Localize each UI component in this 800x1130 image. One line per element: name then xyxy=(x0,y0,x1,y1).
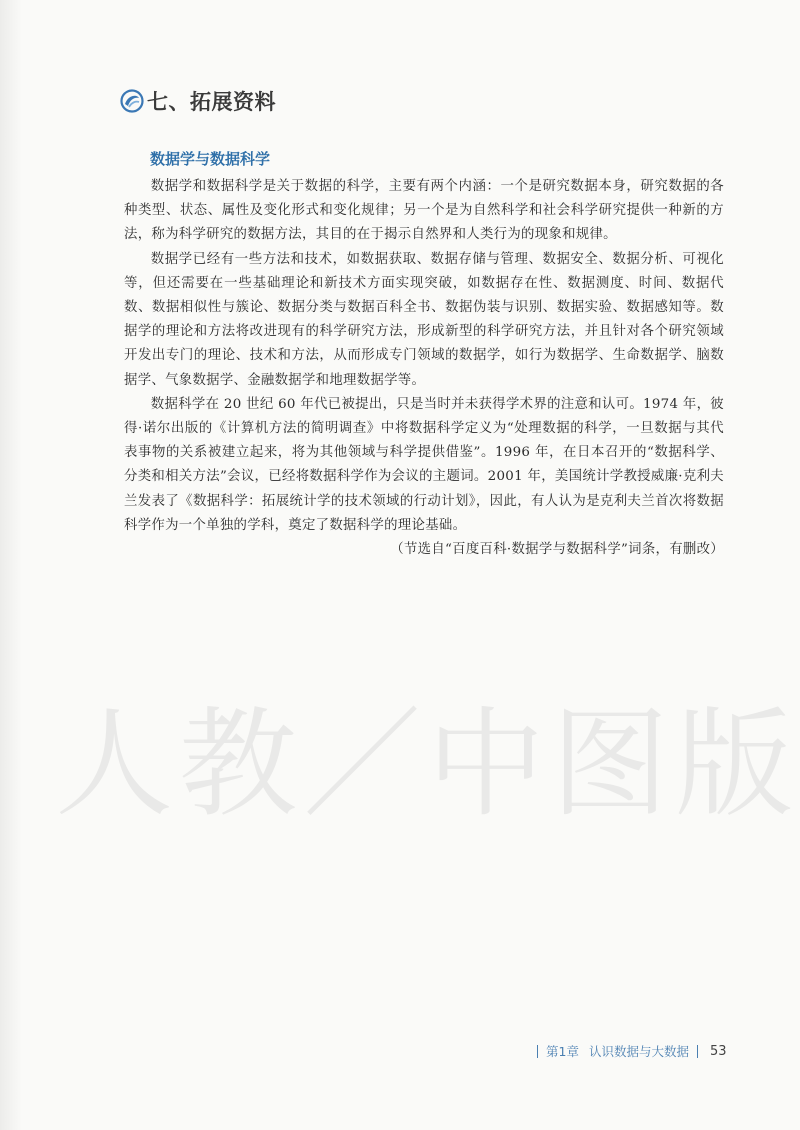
page-number: 53 xyxy=(709,1043,727,1059)
footer-divider-left xyxy=(537,1045,538,1058)
page-binding-shadow xyxy=(0,0,22,1130)
footer-chapter-title: 认识数据与大数据 xyxy=(588,1044,689,1059)
article-body xyxy=(124,175,724,562)
footer-divider-right xyxy=(697,1045,698,1058)
source-note: （节选自“百度百科·数据学与数据科学”词条，有删改） xyxy=(390,542,724,558)
section-title: 七、拓展资料 xyxy=(147,90,276,114)
swirl-section-icon xyxy=(120,89,144,113)
section-header xyxy=(120,86,276,116)
article-title: 数据学与数据科学 xyxy=(150,150,271,168)
paragraph-3: 数据科学在 20 世纪 60 年代已被提出，只是当时并未获得学术界的注意和认可。1974 年，彼得·诺尔出版的《计算机方法的简明调查》中将数据科学定义为“处理数据的科学，一旦数据与其代表事物的关系被建立起来，将为其他领域与科学提供借鉴”。1996 年，在日本召开的“数据科学、分类和相关方法”会议，已经将数据科学作为会议的主题词。2001 年，美国统计学教授威廉·克利夫兰发表了《数据科学：拓展统计学的技术领域的行动计划》，因此，有人认为是克利夫兰首次将数据科学作为一个单独的学科，奠定了数据科学的理论基础。 xyxy=(124,396,724,533)
publisher-watermark: 人教／中图版 xyxy=(55,695,800,833)
page-footer xyxy=(537,1042,727,1060)
paragraph-1: 数据学和数据科学是关于数据的科学，主要有两个内涵：一个是研究数据本身，研究数据的各种类型、状态、属性及变化形式和变化规律；另一个是为自然科学和社会科学研究提供一种新的方法，称为科学研究的数据方法，其目的在于揭示自然界和人类行为的现象和规律。 xyxy=(124,179,724,243)
paragraph-2: 数据学已经有一些方法和技术，如数据获取、数据存储与管理、数据安全、数据分析、可视化等，但还需要在一些基础理论和新技术方面实现突破，如数据存在性、数据测度、时间、数据代数、数据相似性与簇论、数据分类与数据百科全书、数据伪装与识别、数据实验、数据感知等。数据学的理论和方法将改进现有的科学研究方法，形成新型的科学研究方法，并且针对各个研究领域开发出专门的理论、技术和方法，从而形成专门领域的数据学，如行为数据学、生命数据学、脑数据学、气象数据学、金融数据学和地理数据学等。 xyxy=(124,251,724,388)
footer-chapter: 第1章 xyxy=(546,1044,579,1059)
